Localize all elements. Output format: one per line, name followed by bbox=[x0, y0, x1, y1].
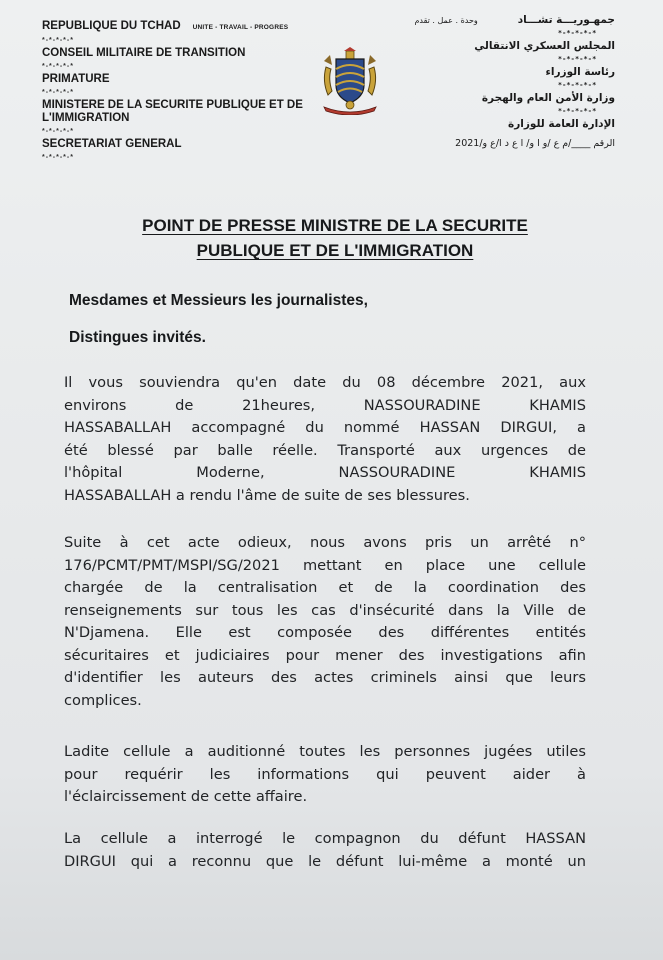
header-separator: *-*-*-*-* bbox=[42, 89, 74, 96]
header-right bbox=[375, 14, 615, 150]
national-motto-arabic: وحدة . عمل . تقدم bbox=[414, 16, 478, 25]
text-line: HASSABALLAH accompagné du nommé HASSAN DIRGUI, a bbox=[64, 419, 586, 436]
national-motto: UNITE - TRAVAIL - PROGRES bbox=[192, 24, 289, 31]
text-line: pour requérir les informations qui peuvent aider à bbox=[64, 765, 586, 783]
paragraph-3 bbox=[64, 741, 586, 809]
country-name-arabic-text: جمهـوريـــة تشـــاد bbox=[517, 14, 615, 26]
primature-name-arabic: رئاسة الوزراء bbox=[545, 66, 615, 78]
document-title-line1: POINT DE PRESSE MINISTRE DE LA SECURITE bbox=[142, 216, 528, 235]
text-line: sécuritaires et judiciaires pour mener des investigations afin bbox=[64, 646, 586, 664]
ministry-name-line1: MINISTERE DE LA SECURITE PUBLIQUE ET DE bbox=[42, 99, 303, 111]
general-administration-arabic: الإدارة العامة للوزارة bbox=[508, 118, 615, 130]
text-line: HASSABALLAH a rendu l'âme de suite de ses blessures. bbox=[64, 486, 470, 504]
text-line: Il vous souviendra qu'en date du 08 décembre 2021, aux bbox=[64, 374, 586, 391]
ministry-name-line2: L'IMMIGRATION bbox=[42, 112, 130, 124]
country-name-text: REPUBLIQUE DU TCHAD bbox=[42, 20, 181, 32]
greeting-line1: Mesdames et Messieurs les journalistes, bbox=[69, 292, 368, 309]
text-line: l'hôpital Moderne, NASSOURADINE KHAMIS bbox=[64, 464, 586, 481]
country-name bbox=[42, 20, 342, 34]
country-name-arabic bbox=[375, 14, 615, 27]
text-line: l'éclaircissement de cette affaire. bbox=[64, 788, 308, 805]
text-line: renseignements sur tous les cas d'insécurité dans la Ville de bbox=[64, 601, 586, 619]
text-line: La cellule a interrogé le compagnon du défunt HASSAN bbox=[64, 830, 586, 847]
council-name-arabic: المجلس العسكري الانتقالي bbox=[474, 40, 615, 52]
header-separator: *-*-*-*-* bbox=[42, 63, 74, 70]
text-line: N'Djamena. Elle est composée des différentes entités bbox=[64, 624, 586, 641]
document-title-line2: PUBLIQUE ET DE L'IMMIGRATION bbox=[196, 241, 474, 260]
text-line: environs de 21heures, NASSOURADINE KHAMIS bbox=[64, 396, 586, 414]
paragraph-1 bbox=[64, 372, 586, 507]
text-line: été blessé par balle réelle. Transporté aux urgences de bbox=[64, 441, 586, 459]
chad-coat-of-arms-icon bbox=[318, 47, 382, 115]
ministry-name-arabic: وزارة الأمن العام والهجرة bbox=[481, 92, 615, 104]
text-line: Ladite cellule a auditionné toutes les personnes jugées utiles bbox=[64, 743, 586, 760]
header-left bbox=[42, 20, 342, 164]
document-title bbox=[60, 213, 610, 263]
text-line: 176/PCMT/PMT/MSPI/SG/2021 mettant en place une cellule bbox=[64, 556, 586, 574]
reference-number: الرقم ____/م ع /و ا و/ ا ع د ا/ع و/2021 bbox=[455, 138, 615, 149]
primature-name: PRIMATURE bbox=[42, 73, 110, 85]
header-separator: *-*-*-*-* bbox=[558, 107, 597, 115]
paragraph-2 bbox=[64, 532, 586, 712]
header-separator: *-*-*-*-* bbox=[558, 55, 597, 63]
header-separator: *-*-*-*-* bbox=[558, 29, 597, 37]
council-name: CONSEIL MILITAIRE DE TRANSITION bbox=[42, 47, 246, 59]
text-line: chargée de la centralisation et de la coordination des bbox=[64, 579, 586, 596]
greeting-line2: Distingues invités. bbox=[69, 329, 206, 346]
header-separator: *-*-*-*-* bbox=[42, 128, 74, 135]
text-line: DIRGUI qui a reconnu que le défunt lui-même a monté un bbox=[64, 852, 586, 870]
header-separator: *-*-*-*-* bbox=[42, 154, 74, 161]
paragraph-4 bbox=[64, 828, 586, 873]
secretariat-name: SECRETARIAT GENERAL bbox=[42, 138, 182, 150]
text-line: Suite à cet acte odieux, nous avons pris un arrêté n° bbox=[64, 534, 586, 551]
text-line: complices. bbox=[64, 691, 142, 709]
header-separator: *-*-*-*-* bbox=[558, 81, 597, 89]
header-separator: *-*-*-*-* bbox=[42, 37, 74, 44]
text-line: d'identifier les auteurs des actes criminels ainsi que leurs bbox=[64, 669, 586, 686]
